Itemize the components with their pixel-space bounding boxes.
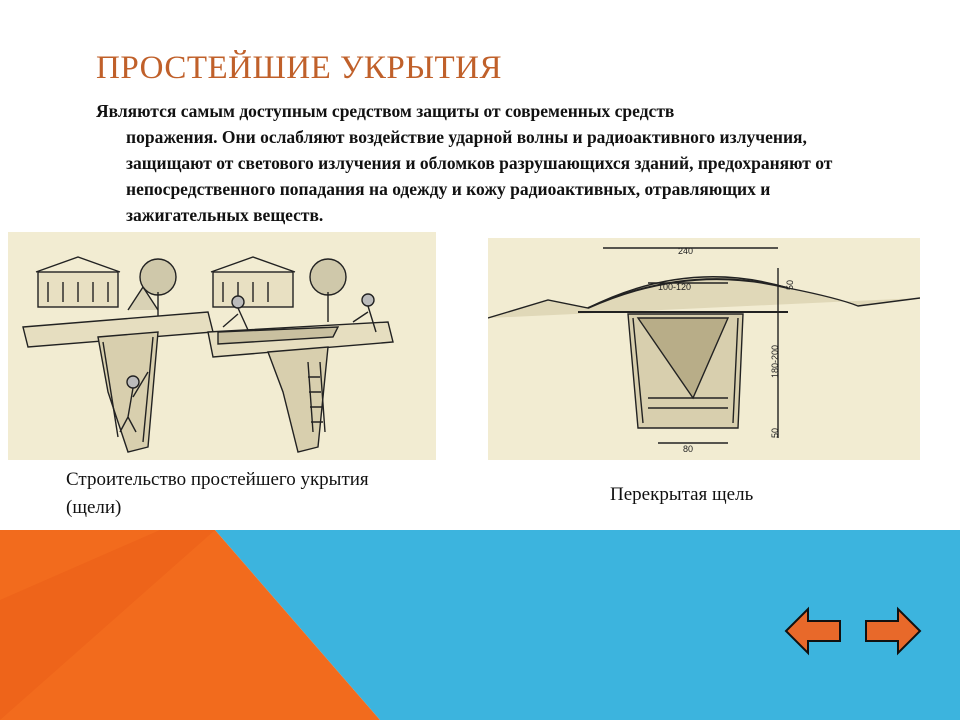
arrow-left-icon bbox=[784, 606, 842, 656]
caption-trench-construction: Строительство простейшего укрытия (щели) bbox=[66, 469, 369, 518]
previous-slide-button[interactable] bbox=[784, 606, 842, 656]
body-text-first-line: Являются самым доступным средством защиты от современных средств bbox=[96, 101, 675, 121]
slide-body-text bbox=[96, 98, 876, 228]
next-slide-button[interactable] bbox=[864, 606, 922, 656]
dim-bottom-width-80: 80 bbox=[683, 444, 694, 454]
caption-covered-trench: Перекрытая щель bbox=[610, 484, 754, 505]
body-text-rest: поражения. Они ослабляют воздействие ударной волны и радиоактивного излучения, защищают от светового излучения и обломков разрушающихся зданий, предохраняют от непосредственного попадания на одежду и кожу радиоактивных, отравляющих и зажигательных веществ. bbox=[126, 127, 833, 225]
dim-width-240: 240 bbox=[678, 246, 694, 256]
dim-width-100-120: 100-120 bbox=[658, 282, 692, 292]
slide-title: ПРОСТЕЙШИЕ УКРЫТИЯ bbox=[96, 50, 503, 86]
dim-cover-50: 50 bbox=[785, 279, 795, 290]
dim-bottom-50: 50 bbox=[770, 427, 780, 438]
dim-depth-180-200: 180-200 bbox=[770, 344, 780, 378]
arrow-right-icon bbox=[864, 606, 922, 656]
covered-trench-diagram bbox=[488, 238, 920, 460]
trench-construction-illustration bbox=[8, 232, 436, 460]
